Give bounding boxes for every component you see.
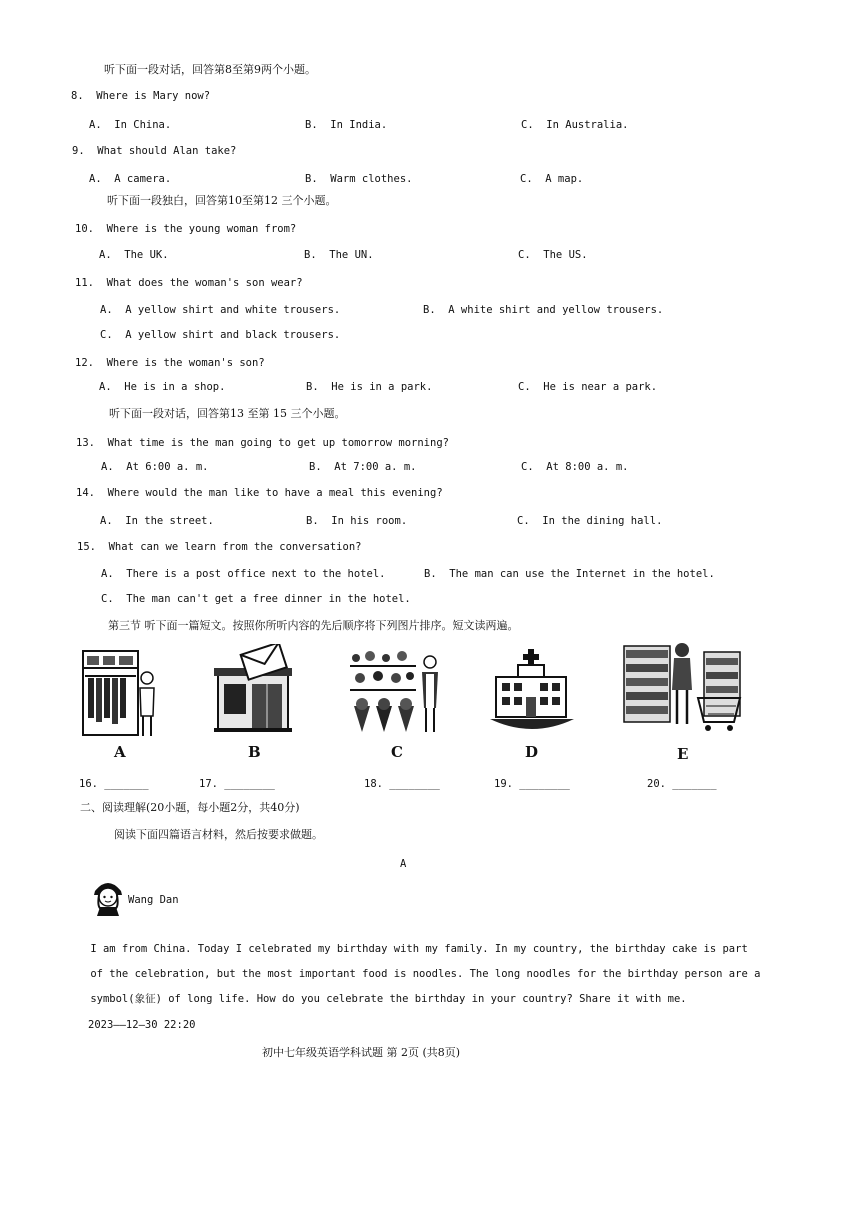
option-c: C. The man can't get a free dinner in the hotel. xyxy=(101,593,411,605)
option-b: B. Warm clothes. xyxy=(305,173,413,185)
option-b: B. A white shirt and yellow trousers. xyxy=(423,304,664,316)
option-c: C. A map. xyxy=(520,173,584,185)
section-intro: 听下面一段独白，回答第10至第12 三个小题。 xyxy=(107,194,337,207)
picture-label: E xyxy=(677,745,689,763)
picture-label: D xyxy=(525,743,539,761)
picture-label: B xyxy=(248,743,261,761)
post-timestamp: 2023——12—30 22:20 xyxy=(88,1019,196,1031)
option-b: B. He is in a park. xyxy=(306,381,433,393)
question-stem: 8. Where is Mary now? xyxy=(71,90,211,102)
passage-label: A xyxy=(400,858,407,870)
option-c: C. In the dining hall. xyxy=(517,515,663,527)
option-c: C. He is near a park. xyxy=(518,381,658,393)
question-stem: 12. Where is the woman's son? xyxy=(75,357,265,369)
option-a: A. At 6:00 a. m. xyxy=(101,461,209,473)
flower-shop-icon xyxy=(346,648,444,736)
option-c: C. A yellow shirt and black trousers. xyxy=(100,329,341,341)
option-b: B. In India. xyxy=(305,119,388,131)
picture-label: A xyxy=(114,743,126,761)
section-intro: 听下面一段对话，回答第13 至第 15 三个小题。 xyxy=(109,407,346,420)
option-c: C. In Australia. xyxy=(521,119,629,131)
option-b: B. In his room. xyxy=(306,515,408,527)
option-a: A. There is a post office next to the hotel. xyxy=(101,568,386,580)
option-b: B. At 7:00 a. m. xyxy=(309,461,417,473)
section-heading: 二、阅读理解(20小题，每小题2分，共40分) xyxy=(80,801,300,814)
option-a: A. In China. xyxy=(89,119,172,131)
option-a: A. He is in a shop. xyxy=(99,381,226,393)
section-intro: 第三节 听下面一篇短文。按照你所听内容的先后顺序将下列图片排序。短文读两遍。 xyxy=(108,619,519,632)
question-stem: 13. What time is the man going to get up tomorrow morning? xyxy=(76,437,449,449)
option-c: C. At 8:00 a. m. xyxy=(521,461,629,473)
post-office-icon xyxy=(212,644,298,736)
section-intro: 听下面一段对话，回答第8至第9两个小题。 xyxy=(104,63,316,76)
avatar xyxy=(91,877,125,917)
option-a: A. In the street. xyxy=(100,515,214,527)
answer-blank[interactable]: 17. ________ xyxy=(199,778,275,790)
passage-line: I am from China. Today I celebrated my birthday with my family. In my country, the birthday cake is part xyxy=(84,943,748,955)
option-b: B. The UN. xyxy=(304,249,374,261)
answer-blank[interactable]: 16. _______ xyxy=(79,778,149,790)
question-stem: 14. Where would the man like to have a meal this evening? xyxy=(76,487,443,499)
supermarket-icon xyxy=(622,640,746,740)
answer-blank[interactable]: 19. ________ xyxy=(494,778,570,790)
question-stem: 11. What does the woman's son wear? xyxy=(75,277,303,289)
option-c: C. The US. xyxy=(518,249,588,261)
hospital-icon xyxy=(488,647,576,735)
answer-blank[interactable]: 18. ________ xyxy=(364,778,440,790)
answer-blank[interactable]: 20. _______ xyxy=(647,778,717,790)
passage-line: of the celebration, but the most important food is noodles. The long noodles for the birthday person are a xyxy=(84,968,761,980)
author-name: Wang Dan xyxy=(128,894,179,906)
question-stem: 9. What should Alan take? xyxy=(72,145,237,157)
passage-line: symbol(象征) of long life. How do you celebrate the birthday in your country? Share it with me. xyxy=(84,993,687,1005)
option-a: A. A camera. xyxy=(89,173,172,185)
option-a: A. The UK. xyxy=(99,249,169,261)
page-footer: 初中七年级英语学科试题 第 2页 (共8页) xyxy=(262,1046,461,1059)
question-stem: 10. Where is the young woman from? xyxy=(75,223,297,235)
picture-label: C xyxy=(391,743,403,761)
option-b: B. The man can use the Internet in the hotel. xyxy=(424,568,715,580)
option-a: A. A yellow shirt and white trousers. xyxy=(100,304,341,316)
question-stem: 15. What can we learn from the conversation? xyxy=(77,541,362,553)
section-instruction: 阅读下面四篇语言材料，然后按要求做题。 xyxy=(114,828,323,841)
clothing-store-icon xyxy=(80,648,160,740)
